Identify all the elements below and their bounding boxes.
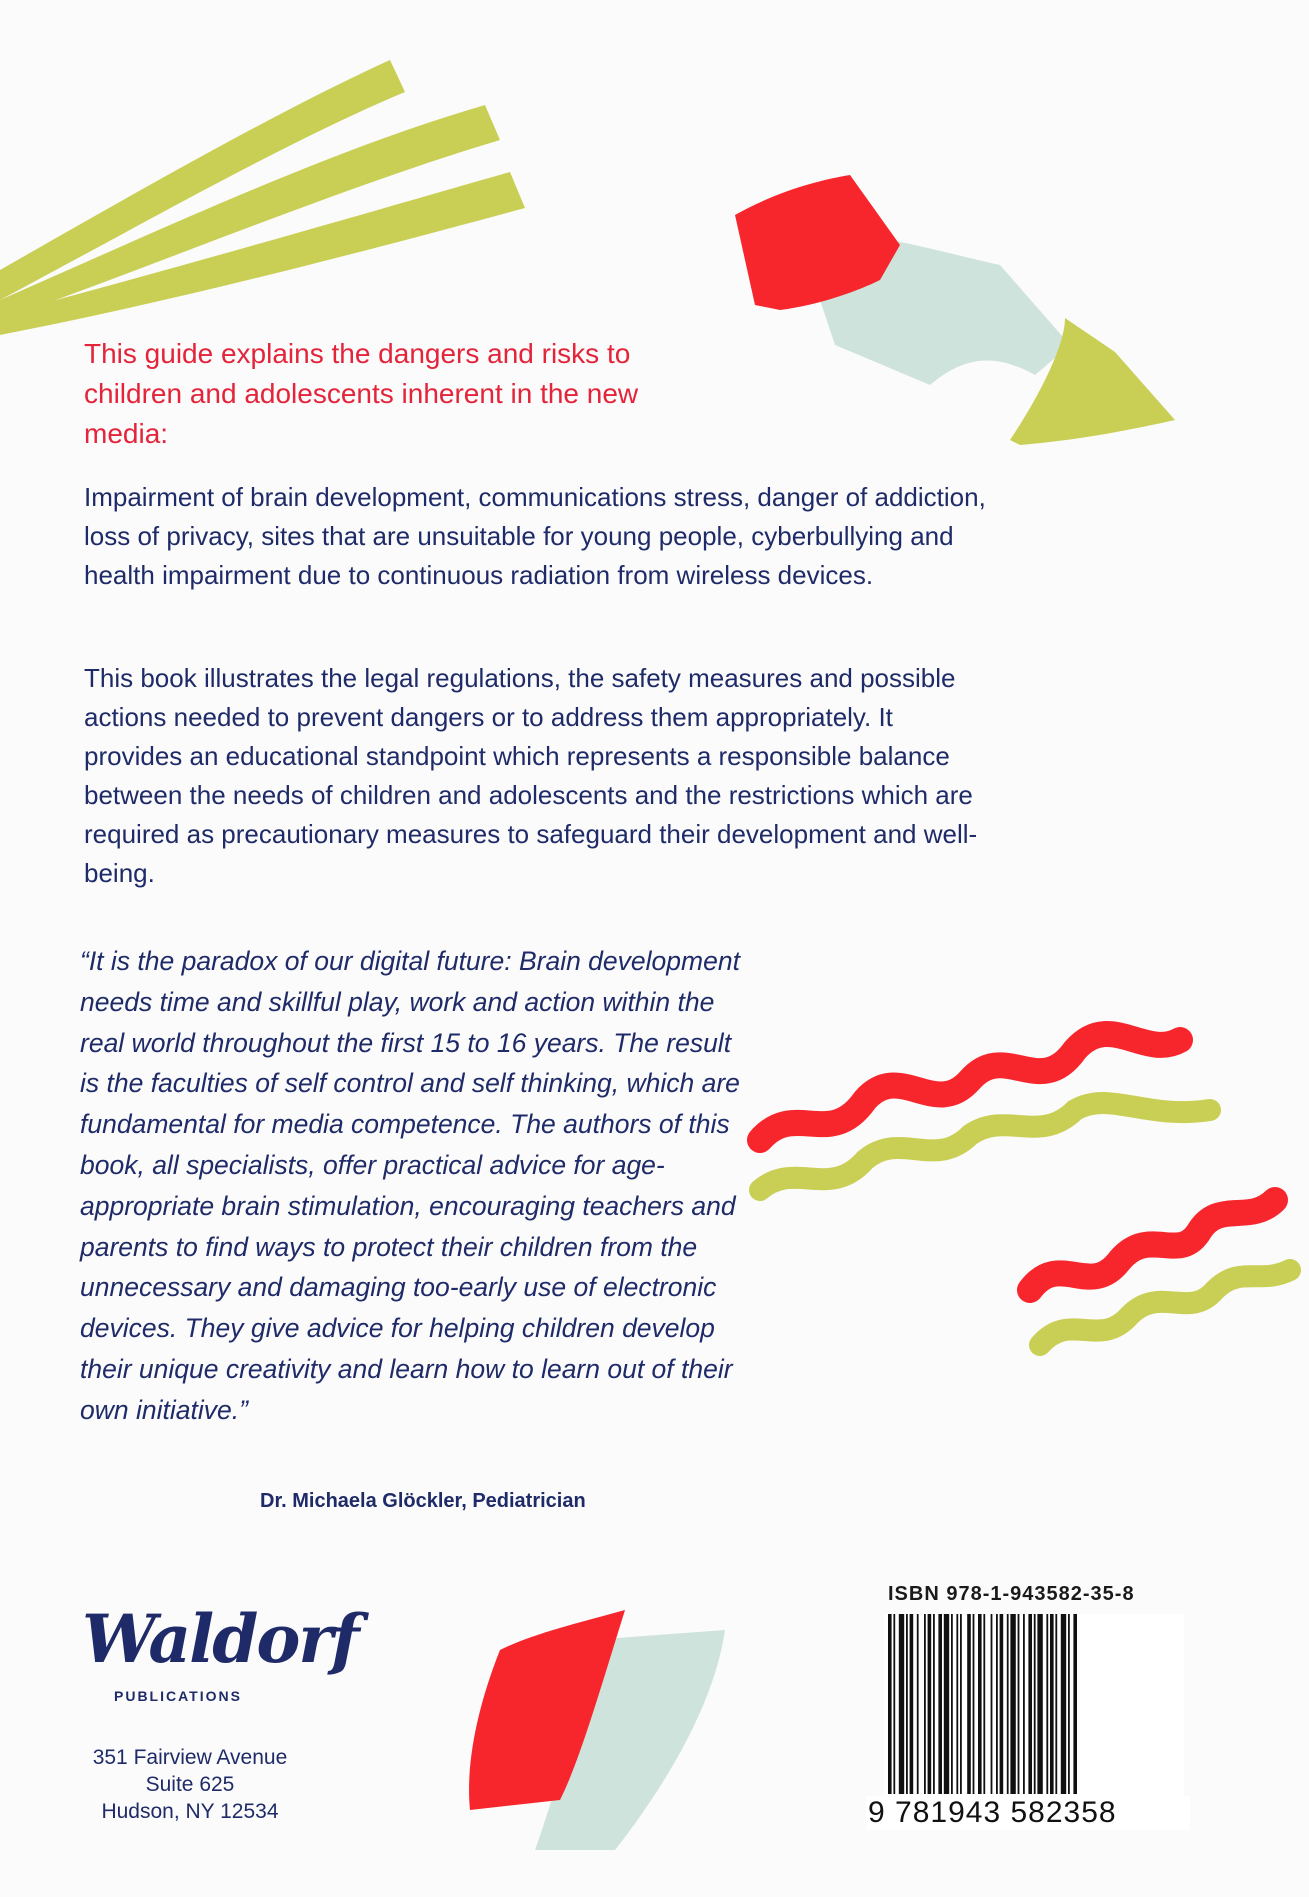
address-line-city: Hudson, NY 12534 [101,1800,279,1823]
publisher-logo [82,1600,358,1710]
barcode-bar [1037,1614,1042,1794]
barcode-bar [910,1614,914,1794]
barcode-bar [893,1614,895,1794]
quote-attribution: Dr. Michaela Glöckler, Pediatrician [260,1490,586,1512]
barcode-bar [1068,1614,1070,1794]
barcode-bar [983,1614,985,1794]
barcode-bar [1061,1614,1066,1794]
endorsement-quote: “It is the paradox of our digital future: Brain development needs time and skillful play, work and action within the real world throughout the first 15 to 16 years. The result is the faculties of self control and self thinking, which are fundamental for media competence. The authors of this book, all specialists, offer practical advice for age-appropriate brain stimulation, encouraging teachers and parents to find ways to protect their children from the unnecessary and damaging too-early use of electronic devices. They give advice for helping children develop their unique creativity and learn how to learn out of their own initiative.” [80,946,740,1425]
barcode-bar [1028,1614,1032,1794]
barcode-bar [1010,1614,1015,1794]
barcode-bar [1034,1614,1036,1794]
barcode-bar [933,1614,935,1794]
barcode-bar [960,1614,962,1794]
barcode-bar [1055,1614,1057,1794]
barcode-bar [996,1614,998,1794]
barcode-bar [951,1614,953,1794]
logo-subtitle: PUBLICATIONS [114,1688,242,1704]
book-description-paragraph: This book illustrates the legal regulations, the safety measures and possible actions needed to prevent dangers or to address them appropriately. It provides an educational standpoint which represents a responsible balance between the needs of children and adolescents and the restrictions which are required as precautionary measures to safeguard their development and well-being. [84,663,978,888]
barcode-bar [917,1614,919,1794]
barcode-bar [1018,1614,1020,1794]
barcode-bar [967,1614,971,1794]
barcode-bar [924,1614,926,1794]
barcode-bar [888,1614,892,1794]
address-line-street: 351 Fairview Avenue [92,1746,288,1769]
barcode-digits: 9 781943 582358 [866,1796,1190,1830]
barcode-bar [1046,1614,1048,1794]
barcode-bar [899,1614,904,1794]
barcode-bar [973,1614,975,1794]
isbn-label: ISBN 978-1-943582-35-8 [888,1583,1135,1605]
barcode-bar [978,1614,982,1794]
barcode-bar [938,1614,942,1794]
barcode-bar [928,1614,932,1794]
barcode-bar [944,1614,949,1794]
address-line-suite: Suite 625 [145,1773,235,1796]
logo-wordmark: Waldorf [82,1600,358,1678]
dangers-paragraph: Impairment of brain development, communications stress, danger of addiction, loss of privacy, sites that are unsuitable for young people, cyberbullying and health impairment due to continuous radiation from wireless devices. [84,482,986,590]
publisher-address [70,1744,310,1825]
barcode-bar [1050,1614,1054,1794]
barcode-bar [1023,1614,1025,1794]
intro-heading: This guide explains the dangers and risks to children and adolescents inherent in the new media: [84,338,639,449]
barcode-bar [1000,1614,1004,1794]
barcode [884,1614,1184,1824]
barcode-bar [906,1614,908,1794]
barcode-bar [1073,1614,1077,1794]
barcode-bar [991,1614,993,1794]
barcode-bar [956,1614,958,1794]
barcode-bar [1007,1614,1009,1794]
